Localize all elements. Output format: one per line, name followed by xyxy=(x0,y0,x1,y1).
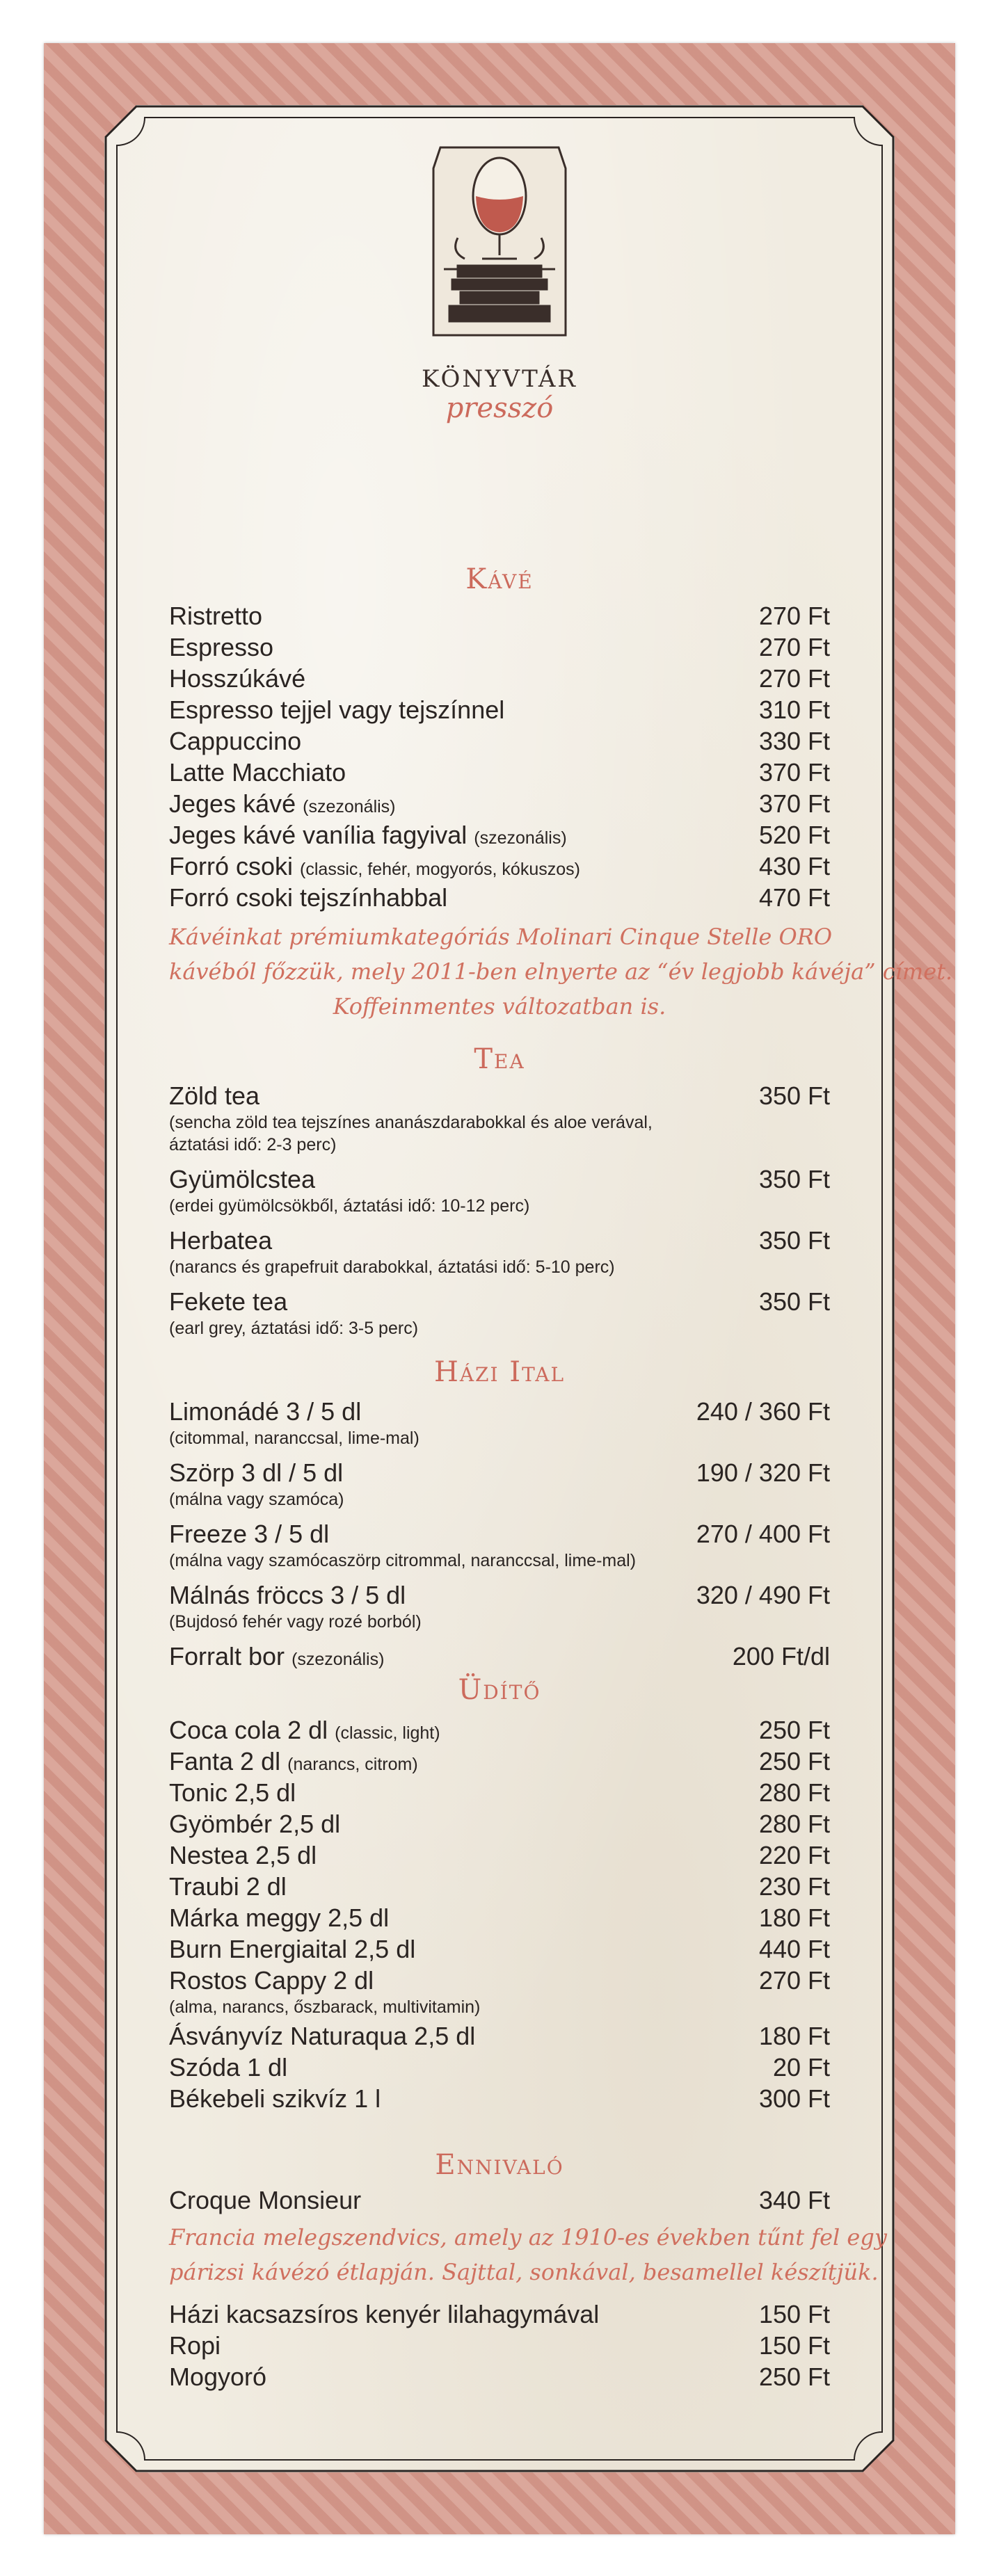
item-name: Coca cola 2 dl xyxy=(169,1716,328,1744)
item-description: áztatási idő: 2-3 perc) xyxy=(169,1135,337,1154)
item-name: Croque Monsieur xyxy=(169,2186,362,2214)
item-note: (narancs, citrom) xyxy=(287,1755,418,1774)
item-name: Szörp 3 dl / 5 dl xyxy=(169,1458,344,1487)
item-name: Gyömbér 2,5 dl xyxy=(169,1810,341,1838)
item-description: (málna vagy szamócaszörp citrommal, naranccsal, lime-mal) xyxy=(169,1551,637,1570)
item-description: (earl grey, áztatási idő: 3-5 perc) xyxy=(169,1319,419,1338)
kave-footnote-1: Kávéinkat prémiumkategóriás Molinari Cinque Stelle ORO xyxy=(169,924,833,950)
menu-item xyxy=(169,789,830,819)
item-name: Hosszúkávé xyxy=(169,664,306,693)
menu-item xyxy=(169,1840,830,1871)
menu-item xyxy=(169,1871,830,1902)
menu-item xyxy=(169,601,830,631)
ennivalo-footnote-1: Francia melegszendvics, amely az 1910-es években tűnt fel egy xyxy=(169,2224,887,2251)
item-name: Mogyoró xyxy=(169,2362,267,2391)
item-note: (szezonális) xyxy=(474,828,567,848)
item-price: 320 / 490 Ft xyxy=(696,1581,830,1609)
item-price: 280 Ft xyxy=(758,1778,830,1807)
item-name-wrap xyxy=(169,1715,440,1748)
logo-emblem xyxy=(433,147,566,335)
item-price: 520 Ft xyxy=(758,821,830,849)
item-name: Freeze 3 / 5 dl xyxy=(169,1520,330,1548)
menu-item xyxy=(169,1396,830,1427)
item-name-wrap xyxy=(169,2331,221,2361)
item-description: (sencha zöld tea tejszínes ananászdarabokkal és aloe verával, xyxy=(169,1113,653,1132)
item-name-wrap xyxy=(169,757,346,788)
item-price: 150 Ft xyxy=(758,2300,830,2328)
menu-item xyxy=(169,1778,830,1808)
menu-item xyxy=(169,1903,830,1933)
item-note: (classic, light) xyxy=(335,1723,440,1743)
menu-item xyxy=(169,1965,830,1996)
menu-item xyxy=(169,2299,830,2330)
item-name-wrap xyxy=(169,1641,384,1675)
menu-item xyxy=(169,1081,830,1111)
item-price: 370 Ft xyxy=(758,758,830,787)
item-name-wrap xyxy=(169,2084,381,2114)
item-name-wrap xyxy=(169,726,301,757)
item-price: 440 Ft xyxy=(758,1935,830,1963)
item-name: Nestea 2,5 dl xyxy=(169,1841,317,1869)
menu-item xyxy=(169,695,830,725)
menu-item xyxy=(169,2331,830,2361)
menu-item xyxy=(169,2052,830,2083)
item-price: 270 Ft xyxy=(758,602,830,630)
item-price: 350 Ft xyxy=(758,1081,830,1110)
item-name: Málnás fröccs 3 / 5 dl xyxy=(169,1581,406,1609)
menu-item xyxy=(169,726,830,757)
item-description: (narancs és grapefruit darabokkal, áztatási idő: 5-10 perc) xyxy=(169,1257,615,1277)
menu-item xyxy=(169,1458,830,1488)
item-name-wrap xyxy=(169,2021,475,2052)
item-name-wrap xyxy=(169,789,396,822)
item-description: (málna vagy szamóca) xyxy=(169,1490,344,1509)
item-price: 240 / 360 Ft xyxy=(696,1397,830,1426)
item-name-wrap xyxy=(169,1778,296,1808)
item-name-wrap xyxy=(169,2299,599,2330)
item-price: 270 Ft xyxy=(758,664,830,693)
item-name-wrap xyxy=(169,1287,287,1317)
menu-item xyxy=(169,1519,830,1549)
item-price: 350 Ft xyxy=(758,1226,830,1255)
menu-item xyxy=(169,1580,830,1611)
item-name-wrap xyxy=(169,851,580,885)
menu-item xyxy=(169,883,830,913)
item-price: 250 Ft xyxy=(758,2362,830,2391)
item-name: Tonic 2,5 dl xyxy=(169,1778,296,1807)
item-name: Limonádé 3 / 5 dl xyxy=(169,1397,362,1426)
item-name-wrap xyxy=(169,601,262,631)
item-name-wrap xyxy=(169,1396,361,1427)
item-name: Rostos Cappy 2 dl xyxy=(169,1966,374,1995)
section-title-hazi-ital: Házi Ital xyxy=(433,1356,566,1388)
item-name: Forró csoki tejszínhabbal xyxy=(169,883,448,912)
menu-item xyxy=(169,663,830,694)
item-price: 250 Ft xyxy=(758,1747,830,1776)
item-name: Jeges kávé vanília fagyival xyxy=(169,821,467,849)
item-name-wrap xyxy=(169,1965,374,1996)
item-name: Gyümölcstea xyxy=(169,1165,316,1193)
menu-item xyxy=(169,851,830,882)
menu-item xyxy=(169,2021,830,2052)
item-name-wrap xyxy=(169,1934,415,1965)
section-title-ennivalo: Ennivaló xyxy=(435,2149,564,2181)
item-price: 430 Ft xyxy=(758,852,830,880)
brand-name: KÖNYVTÁR xyxy=(421,365,578,393)
item-name-wrap xyxy=(169,2362,266,2392)
item-note: (szezonális) xyxy=(291,1650,385,1669)
ennivalo-footnote-2: párizsi kávézó étlapján. Sajttal, sonkával, besamellel készítjük. xyxy=(169,2259,879,2285)
item-price: 370 Ft xyxy=(758,789,830,818)
item-note: (classic, fehér, mogyorós, kókuszos) xyxy=(300,860,580,879)
item-name-wrap xyxy=(169,2052,287,2083)
item-name-wrap xyxy=(169,695,504,725)
menu-item xyxy=(169,1225,830,1256)
menu-item xyxy=(169,2185,830,2216)
item-name-wrap xyxy=(169,632,273,663)
item-name: Jeges kávé xyxy=(169,789,296,818)
menu-item xyxy=(169,2084,830,2114)
menu-item xyxy=(169,1934,830,1965)
kave-footnote-2: kávéból főzzük, mely 2011-ben elnyerte az “év legjobb kávéja” címet. xyxy=(169,958,953,985)
item-name: Espresso xyxy=(169,633,274,661)
item-description: (alma, narancs, őszbarack, multivitamin) xyxy=(169,1997,481,2017)
item-name-wrap xyxy=(169,1458,343,1488)
item-name: Ristretto xyxy=(169,602,263,630)
item-name: Ásványvíz Naturaqua 2,5 dl xyxy=(169,2022,476,2050)
item-price: 350 Ft xyxy=(758,1165,830,1193)
item-name-wrap xyxy=(169,1746,418,1780)
item-name-wrap xyxy=(169,1840,317,1871)
item-name-wrap xyxy=(169,1225,272,1256)
item-name: Békebeli szikvíz 1 l xyxy=(169,2084,381,2113)
item-name-wrap xyxy=(169,1809,340,1840)
item-price: 150 Ft xyxy=(758,2331,830,2360)
section-title-kave: Kávé xyxy=(465,563,534,595)
menu-item xyxy=(169,1715,830,1746)
item-price: 270 / 400 Ft xyxy=(696,1520,830,1548)
item-name-wrap xyxy=(169,1519,329,1549)
item-name-wrap xyxy=(169,1903,389,1933)
item-price: 330 Ft xyxy=(758,727,830,755)
menu-item xyxy=(169,1641,830,1672)
item-price: 190 / 320 Ft xyxy=(696,1458,830,1487)
item-name: Szóda 1 dl xyxy=(169,2053,288,2082)
item-price: 340 Ft xyxy=(758,2186,830,2214)
menu-item xyxy=(169,2362,830,2392)
item-name-wrap xyxy=(169,663,305,694)
item-name: Forró csoki xyxy=(169,852,294,880)
item-price: 20 Ft xyxy=(772,2053,830,2082)
brand-subtitle: presszó xyxy=(445,392,554,424)
item-name-wrap xyxy=(169,820,567,853)
item-price: 350 Ft xyxy=(758,1287,830,1316)
item-price: 250 Ft xyxy=(758,1716,830,1744)
item-price: 470 Ft xyxy=(758,883,830,912)
item-name-wrap xyxy=(169,1081,259,1111)
item-name: Espresso tejjel vagy tejszínnel xyxy=(169,695,505,724)
item-name-wrap xyxy=(169,1164,315,1195)
menu-item xyxy=(169,1746,830,1777)
item-name-wrap xyxy=(169,1871,287,1902)
menu-item xyxy=(169,757,830,788)
item-description: (citommal, naranccsal, lime-mal) xyxy=(169,1428,419,1448)
item-name: Ropi xyxy=(169,2331,221,2360)
menu-card xyxy=(44,43,955,2534)
item-name: Fanta 2 dl xyxy=(169,1747,281,1776)
item-description: (Bujdosó fehér vagy rozé borból) xyxy=(169,1612,422,1632)
item-price: 280 Ft xyxy=(758,1810,830,1838)
item-note: (szezonális) xyxy=(303,797,396,816)
menu-item xyxy=(169,820,830,851)
item-price: 270 Ft xyxy=(758,633,830,661)
menu-content xyxy=(169,43,953,2410)
item-name: Zöld tea xyxy=(169,1081,260,1110)
item-price: 200 Ft/dl xyxy=(732,1642,830,1671)
item-name-wrap xyxy=(169,1580,406,1611)
item-price: 180 Ft xyxy=(758,2022,830,2050)
section-title-udito: Üdítő xyxy=(458,1674,541,1706)
menu-item xyxy=(169,1809,830,1840)
item-price: 230 Ft xyxy=(758,1872,830,1901)
item-name: Herbatea xyxy=(169,1226,273,1255)
item-description: (erdei gyümölcsökből, áztatási idő: 10-12 perc) xyxy=(169,1196,530,1216)
section-title-tea: Tea xyxy=(474,1043,525,1075)
menu-item xyxy=(169,1164,830,1195)
menu-item xyxy=(169,632,830,663)
item-price: 300 Ft xyxy=(758,2084,830,2113)
item-price: 270 Ft xyxy=(758,1966,830,1995)
item-price: 310 Ft xyxy=(758,695,830,724)
item-price: 180 Ft xyxy=(758,1903,830,1932)
item-name: Burn Energiaital 2,5 dl xyxy=(169,1935,416,1963)
item-name: Házi kacsazsíros kenyér lilahagymával xyxy=(169,2300,600,2328)
item-name: Latte Macchiato xyxy=(169,758,346,787)
item-name: Forralt bor xyxy=(169,1642,285,1671)
item-name-wrap xyxy=(169,2185,361,2216)
item-name: Fekete tea xyxy=(169,1287,288,1316)
item-price: 220 Ft xyxy=(758,1841,830,1869)
menu-item xyxy=(169,1287,830,1317)
item-name: Cappuccino xyxy=(169,727,302,755)
item-name-wrap xyxy=(169,883,447,913)
item-name: Traubi 2 dl xyxy=(169,1872,287,1901)
kave-footnote-3: Koffeinmentes változatban is. xyxy=(333,993,666,1020)
item-name: Márka meggy 2,5 dl xyxy=(169,1903,390,1932)
